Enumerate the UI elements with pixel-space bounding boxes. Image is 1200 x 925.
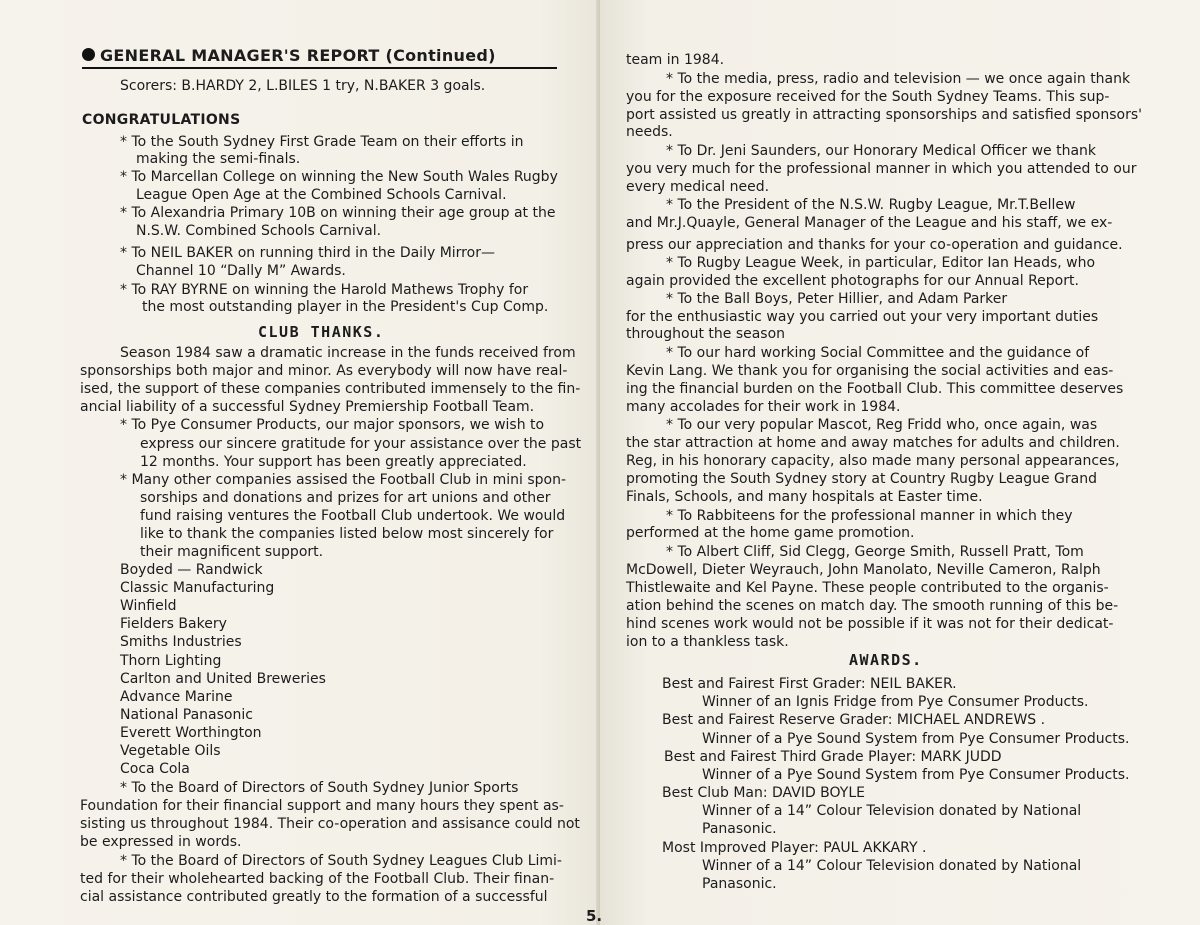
right-text-line: again provided the excellent photographs for our Annual Report. — [626, 273, 1079, 289]
sponsor-item: Winfield — [120, 598, 177, 614]
award-line: Best and Fairest Third Grade Player: MARK JUDD — [664, 749, 1002, 765]
award-line: Winner of a 14” Colour Television donated by National — [702, 803, 1082, 819]
award-line: Panasonic. — [702, 821, 777, 837]
club-thanks-item-line: sorships and donations and prizes for art unions and other — [140, 490, 551, 506]
page-number: 5. — [586, 907, 603, 925]
sponsor-item: National Panasonic — [120, 707, 253, 723]
right-text-line: promoting the South Sydney story at Country Rugby League Grand — [626, 471, 1097, 487]
right-text-line: Finals, Schools, and many hospitals at Easter time. — [626, 489, 983, 505]
right-text-line: port assisted us greatly in attracting sponsorships and satisfied sponsors' — [626, 107, 1142, 123]
sponsor-item: Everett Worthington — [120, 725, 262, 741]
right-text-line: ation behind the scenes on match day. The smooth running of this be- — [626, 598, 1119, 614]
congrats-line: * To Marcellan College on winning the New South Wales Rugby — [120, 169, 558, 185]
club-thanks-item-line: express our sincere gratitude for your assistance over the past — [140, 436, 582, 452]
award-line: Panasonic. — [702, 876, 777, 892]
right-text-line: for the enthusiastic way you carried out your very important duties — [626, 309, 1099, 325]
right-text-line: and Mr.J.Quayle, General Manager of the League and his staff, we ex- — [626, 215, 1113, 231]
congrats-line: * To the South Sydney First Grade Team on their efforts in — [120, 134, 524, 150]
right-text-line: performed at the home game promotion. — [626, 525, 915, 541]
sponsor-item: Classic Manufacturing — [120, 580, 275, 596]
right-text-line: press our appreciation and thanks for your co-operation and guidance. — [626, 237, 1123, 253]
award-line: Best and Fairest First Grader: NEIL BAKER. — [662, 676, 957, 692]
right-text-line: ion to a thankless task. — [626, 634, 789, 650]
sponsor-item: Vegetable Oils — [120, 743, 221, 759]
club-thanks-item-line: * Many other companies assised the Football Club in mini spon- — [120, 472, 567, 488]
award-line: Winner of a Pye Sound System from Pye Consumer Products. — [702, 731, 1130, 747]
award-line: Winner of an Ignis Fridge from Pye Consumer Products. — [702, 694, 1089, 710]
sponsor-item: Coca Cola — [120, 761, 190, 777]
closing-line: ted for their wholehearted backing of the Football Club. Their finan- — [80, 871, 555, 887]
club-thanks-item-line: their magnificent support. — [140, 544, 324, 560]
right-text-line: Thistlewaite and Kel Payne. These people contributed to the organis- — [626, 580, 1109, 596]
sponsor-item: Thorn Lighting — [120, 653, 222, 669]
congrats-line: * To Alexandria Primary 10B on winning their age group at the — [120, 205, 556, 221]
sponsor-item: Smiths Industries — [120, 634, 242, 650]
club-thanks-intro-line: sponsorships both major and minor. As everybody will now have real- — [80, 363, 568, 379]
congrats-line: Channel 10 “Dally M” Awards. — [136, 263, 346, 279]
scorers-line: Scorers: B.HARDY 2, L.BILES 1 try, N.BAKER 3 goals. — [120, 78, 486, 94]
award-line: Winner of a 14” Colour Television donated by National — [702, 858, 1082, 874]
right-text-line: * To the Ball Boys, Peter Hillier, and Adam Parker — [666, 291, 1008, 307]
sponsor-item: Fielders Bakery — [120, 616, 227, 632]
congrats-line: * To NEIL BAKER on running third in the Daily Mirror— — [120, 245, 495, 261]
award-line: Best and Fairest Reserve Grader: MICHAEL ANDREWS . — [662, 712, 1046, 728]
right-text-line: throughout the season — [626, 326, 786, 342]
right-text-line: hind scenes work would not be possible if it was not for their dedicat- — [626, 616, 1114, 632]
title-rule — [82, 67, 557, 69]
closing-line: sisting us throughout 1984. Their co-operation and assisance could not — [80, 816, 580, 832]
right-text-line: * To Dr. Jeni Saunders, our Honorary Medical Officer we thank — [666, 143, 1097, 159]
right-text-line: * To our hard working Social Committee and the guidance of — [666, 345, 1090, 361]
right-text-line: * To our very popular Mascot, Reg Fridd who, once again, was — [666, 417, 1098, 433]
right-text-line: every medical need. — [626, 179, 770, 195]
right-text-line: many accolades for their work in 1984. — [626, 399, 901, 415]
club-thanks-intro-line: ised, the support of these companies contributed immensely to the fin- — [80, 381, 581, 397]
closing-line: * To the Board of Directors of South Sydney Leagues Club Limi- — [120, 853, 562, 869]
right-text-line: * To Rugby League Week, in particular, Editor Ian Heads, who — [666, 255, 1096, 271]
congrats-line: * To RAY BYRNE on winning the Harold Mathews Trophy for — [120, 282, 529, 298]
right-text-line: * To Albert Cliff, Sid Clegg, George Smith, Russell Pratt, Tom — [666, 544, 1084, 560]
right-text-line: * To the President of the N.S.W. Rugby League, Mr.T.Bellew — [666, 197, 1076, 213]
club-thanks-intro-line: ancial liability of a successful Sydney Premiership Football Team. — [80, 399, 535, 415]
award-line: Winner of a Pye Sound System from Pye Consumer Products. — [702, 767, 1130, 783]
congrats-line: making the semi-finals. — [136, 151, 301, 167]
award-line: Most Improved Player: PAUL AKKARY . — [662, 840, 927, 856]
award-line: Best Club Man: DAVID BOYLE — [662, 785, 865, 801]
club-thanks-item-line: 12 months. Your support has been greatly appreciated. — [140, 454, 527, 470]
closing-line: be expressed in words. — [80, 834, 242, 850]
right-text-line: * To the media, press, radio and television — we once again thank — [666, 71, 1131, 87]
right-text-line: McDowell, Dieter Weyrauch, John Manolato, Neville Cameron, Ralph — [626, 562, 1101, 578]
right-text-line: you very much for the professional manner in which you attended to our — [626, 161, 1137, 177]
club-thanks-heading: CLUB THANKS. — [258, 323, 385, 341]
right-text-line: the star attraction at home and away matches for adults and children. — [626, 435, 1120, 451]
sponsor-item: Advance Marine — [120, 689, 233, 705]
right-text-line: needs. — [626, 124, 673, 140]
right-text-line: ing the financial burden on the Football Club. This committee deserves — [626, 381, 1124, 397]
club-thanks-item-line: like to thank the companies listed below most sincerely for — [140, 526, 554, 542]
heading-bullet-icon — [82, 48, 95, 61]
closing-line: * To the Board of Directors of South Sydney Junior Sports — [120, 780, 519, 796]
congrats-line: the most outstanding player in the President's Cup Comp. — [142, 299, 549, 315]
congrats-line: N.S.W. Combined Schools Carnival. — [136, 223, 382, 239]
club-thanks-intro-line: Season 1984 saw a dramatic increase in the funds received from — [120, 345, 576, 361]
closing-line: Foundation for their financial support and many hours they spent as- — [80, 798, 564, 814]
club-thanks-item-line: * To Pye Consumer Products, our major sponsors, we wish to — [120, 417, 545, 433]
awards-heading: AWARDS. — [849, 651, 923, 669]
closing-line: cial assistance contributed greatly to the formation of a successful — [80, 889, 548, 905]
sponsor-item: Carlton and United Breweries — [120, 671, 326, 687]
congrats-line: League Open Age at the Combined Schools Carnival. — [136, 187, 507, 203]
right-text-line: team in 1984. — [626, 52, 725, 68]
right-page — [600, 0, 1200, 925]
club-thanks-item-line: fund raising ventures the Football Club undertook. We would — [140, 508, 566, 524]
report-title: GENERAL MANAGER'S REPORT (Continued) — [100, 46, 496, 65]
right-text-line: Reg, in his honorary capacity, also made many personal appearances, — [626, 453, 1120, 469]
sponsor-item: Boyded — Randwick — [120, 562, 263, 578]
congratulations-heading: CONGRATULATIONS — [82, 112, 241, 128]
right-text-line: you for the exposure received for the South Sydney Teams. This sup- — [626, 89, 1110, 105]
right-text-line: * To Rabbiteens for the professional manner in which they — [666, 508, 1073, 524]
right-text-line: Kevin Lang. We thank you for organising the social activities and eas- — [626, 363, 1114, 379]
